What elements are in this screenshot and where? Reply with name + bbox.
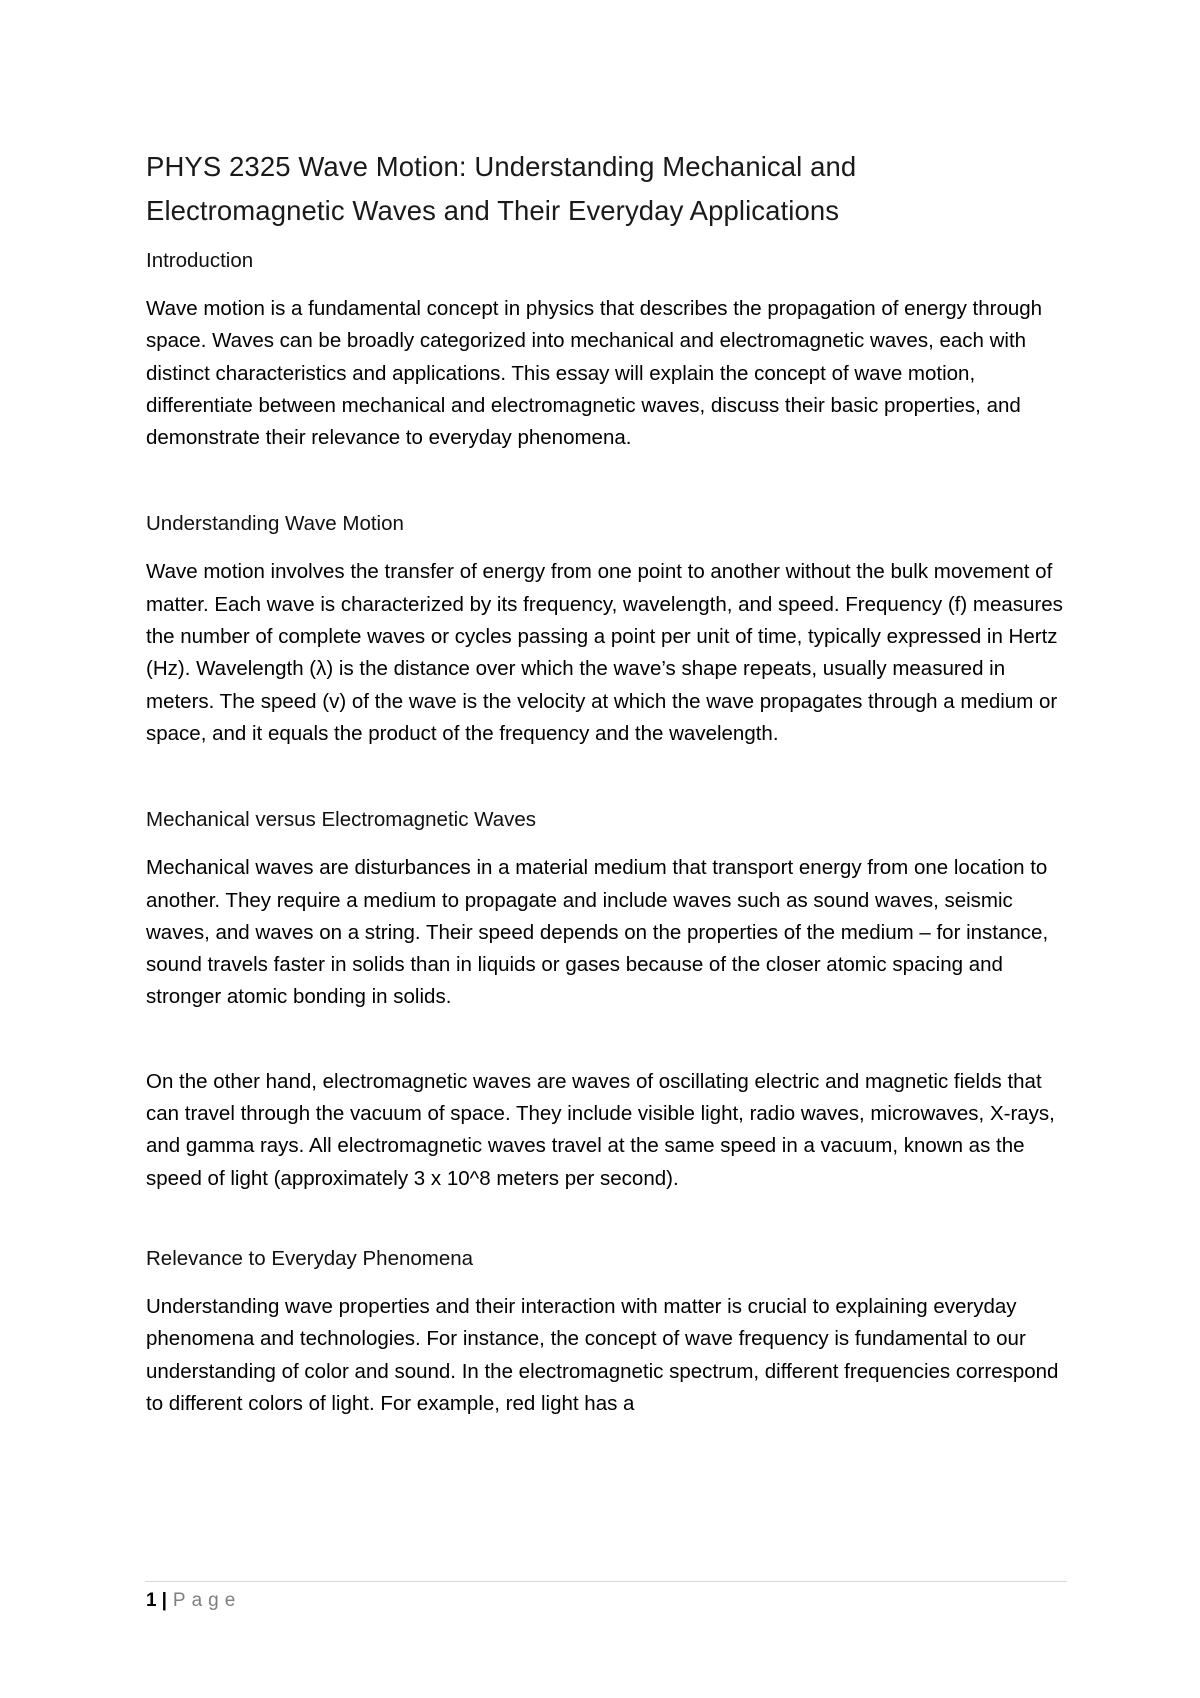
document-title xyxy=(146,145,1066,233)
paragraph-electromagnetic-waves: On the other hand, electromagnetic waves are waves of oscillating electric and magnetic fields that can travel through the vacuum of space. They include visible light, radio waves, microwaves, X-rays, and gamma rays. All electromagnetic waves travel at the same speed in a vacuum, known as the speed of light (approximately 3 x 10^8 meters per second). xyxy=(146,1069,1055,1190)
section-heading-introduction: Introduction xyxy=(146,249,254,272)
section-heading-understanding-wave-motion: Understanding Wave Motion xyxy=(146,512,404,536)
footer-divider xyxy=(145,1581,1067,1582)
document-body xyxy=(146,145,1066,1420)
paragraph-introduction: Wave motion is a fundamental concept in physics that describes the propagation of energy through space. Waves can be broadly categorized into mechanical and electromagnetic waves, each with distinct characteristics and applications. This essay will explain the concept of wave motion, differentiate between mechanical and electromagnetic waves, discuss their basic properties, and demonstrate their relevance to everyday phenomena. xyxy=(146,297,1043,450)
paragraph-mechanical-waves: Mechanical waves are disturbances in a material medium that transport energy from one location to another. They require a medium to propagate and include waves such as sound waves, seismic waves, and waves on a string. Their speed depends on the properties of the medium – for instance, sound travels faster in solids than in liquids or gases because of the closer atomic spacing and stronger atomic bonding in solids. xyxy=(146,856,1049,1009)
section-heading-mechanical-vs-electromagnetic: Mechanical versus Electromagnetic Waves xyxy=(146,808,537,832)
page-number: 1 xyxy=(146,1590,157,1611)
section-heading-relevance: Relevance to Everyday Phenomena xyxy=(146,1246,474,1270)
paragraph-relevance: Understanding wave properties and their interaction with matter is crucial to explaining everyday phenomena and technologies. For instance, the concept of wave frequency is fundamental to our understanding of color and sound. In the electromagnetic spectrum, different frequencies correspond to different colors of light. For example, red light has a xyxy=(146,1294,1059,1415)
title-line-2: Electromagnetic Waves and Their Everyday Applications xyxy=(146,195,840,226)
page-footer xyxy=(146,1588,241,1614)
paragraph-understanding-wave-motion: Wave motion involves the transfer of energy from one point to another without the bulk movement of matter. Each wave is characterized by its frequency, wavelength, and speed. Frequency (f) measures the number of complete waves or cycles passing a point per unit of time, typically expressed in Hertz (Hz). Wavelength (λ) is the distance over which the wave’s shape repeats, usually measured in meters. The speed (v) of the wave is the velocity at which the wave propagates through a medium or space, and it equals the product of the frequency and the wavelength. xyxy=(146,560,1063,745)
page-label: Page xyxy=(172,1590,242,1611)
footer-separator: | xyxy=(161,1590,167,1611)
title-line-1: PHYS 2325 Wave Motion: Understanding Mechanical and xyxy=(146,151,857,182)
